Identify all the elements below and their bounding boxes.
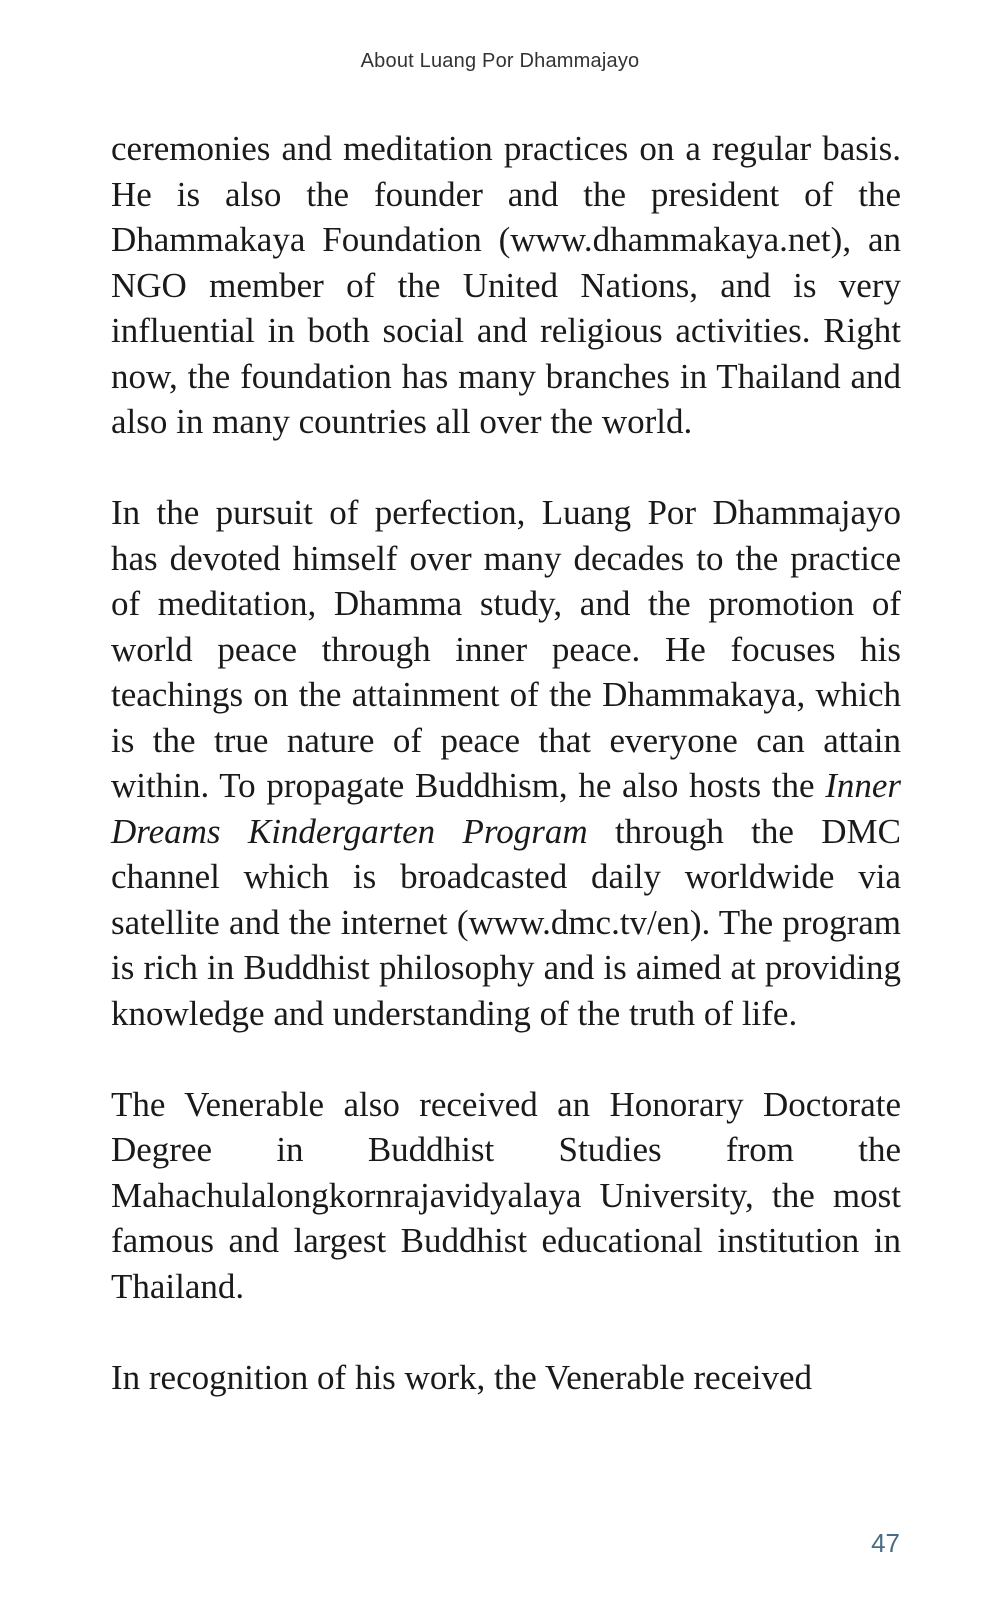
paragraph-4: In recognition of his work, the Venerable received (111, 1357, 813, 1397)
running-header: About Luang Por Dhammajayo (360, 50, 640, 72)
paragraph-2-part-2: through the DMC channel which is broadcasted daily worldwide via satellite and the internet (www.dmc.tv/en). The program is rich in Buddhist philosophy and is aimed at providing knowledge and understanding of the truth of life. (111, 811, 901, 1033)
paragraph-2-part-1: In the pursuit of perfection, Luang Por Dhammajayo has devoted himself over many decades to the practice of meditation, Dhamma study, and the promotion of world peace through inner peace. He focuses his teachings on the attainment of the Dhammakaya, which is the true nature of peace that everyone can attain within. To propagate Buddhism, he also hosts the (111, 493, 901, 805)
paragraph-3: The Venerable also received an Honorary Doctorate Degree in Buddhist Studies from the Mahachulalongkornrajavidyalaya University, the most famous and largest Buddhist educational institution in Thailand. (111, 1084, 901, 1306)
paragraph-1: ceremonies and meditation practices on a regular basis. He is also the founder and the president of the Dhammakaya Foundation (www.dhammakaya.net), an NGO member of the United Nations, and is very influential in both social and religious activities. Right now, the foundation has many branches in Thailand and also in many countries all over the world. (111, 129, 901, 441)
program-title: Inner Dreams Kindergarten Program (111, 766, 901, 851)
page-number: 47 (871, 1528, 900, 1558)
body-text (111, 126, 901, 1400)
paragraph-2 (111, 490, 901, 1036)
